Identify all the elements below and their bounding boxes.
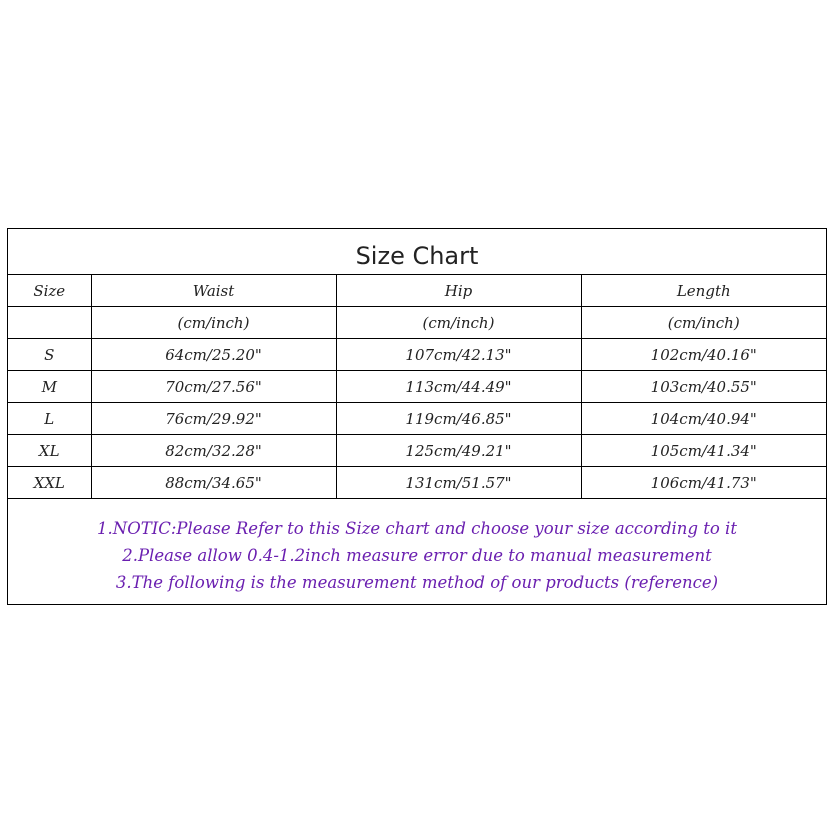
size-cell: XXL [8, 467, 91, 499]
size-chart [7, 228, 827, 605]
table-row [8, 403, 826, 435]
note-line: 1.NOTIC:Please Refer to this Size chart and choose your size according to it [97, 519, 737, 538]
length-cell: 102cm/40.16" [581, 339, 826, 371]
size-cell: XL [8, 435, 91, 467]
chart-title: Size Chart [8, 229, 826, 275]
length-cell: 106cm/41.73" [581, 467, 826, 499]
size-cell: M [8, 371, 91, 403]
hip-cell: 113cm/44.49" [336, 371, 581, 403]
size-cell: S [8, 339, 91, 371]
unit-size [8, 307, 91, 339]
unit-waist: (cm/inch) [91, 307, 336, 339]
size-cell: L [8, 403, 91, 435]
waist-cell: 70cm/27.56" [91, 371, 336, 403]
length-cell: 103cm/40.55" [581, 371, 826, 403]
length-cell: 104cm/40.94" [581, 403, 826, 435]
size-table [8, 275, 826, 499]
hip-cell: 125cm/49.21" [336, 435, 581, 467]
unit-hip: (cm/inch) [336, 307, 581, 339]
waist-cell: 76cm/29.92" [91, 403, 336, 435]
units-row [8, 307, 826, 339]
waist-cell: 88cm/34.65" [91, 467, 336, 499]
notes-section [8, 499, 826, 596]
header-length: Length [581, 275, 826, 307]
waist-cell: 82cm/32.28" [91, 435, 336, 467]
hip-cell: 131cm/51.57" [336, 467, 581, 499]
hip-cell: 107cm/42.13" [336, 339, 581, 371]
header-hip: Hip [336, 275, 581, 307]
hip-cell: 119cm/46.85" [336, 403, 581, 435]
note-line: 3.The following is the measurement method of our products (reference) [115, 573, 719, 592]
header-size: Size [8, 275, 91, 307]
length-cell: 105cm/41.34" [581, 435, 826, 467]
unit-length: (cm/inch) [581, 307, 826, 339]
note-line: 2.Please allow 0.4-1.2inch measure error due to manual measurement [122, 546, 712, 565]
header-row [8, 275, 826, 307]
header-waist: Waist [91, 275, 336, 307]
table-row [8, 467, 826, 499]
table-row [8, 339, 826, 371]
waist-cell: 64cm/25.20" [91, 339, 336, 371]
table-row [8, 371, 826, 403]
table-row [8, 435, 826, 467]
